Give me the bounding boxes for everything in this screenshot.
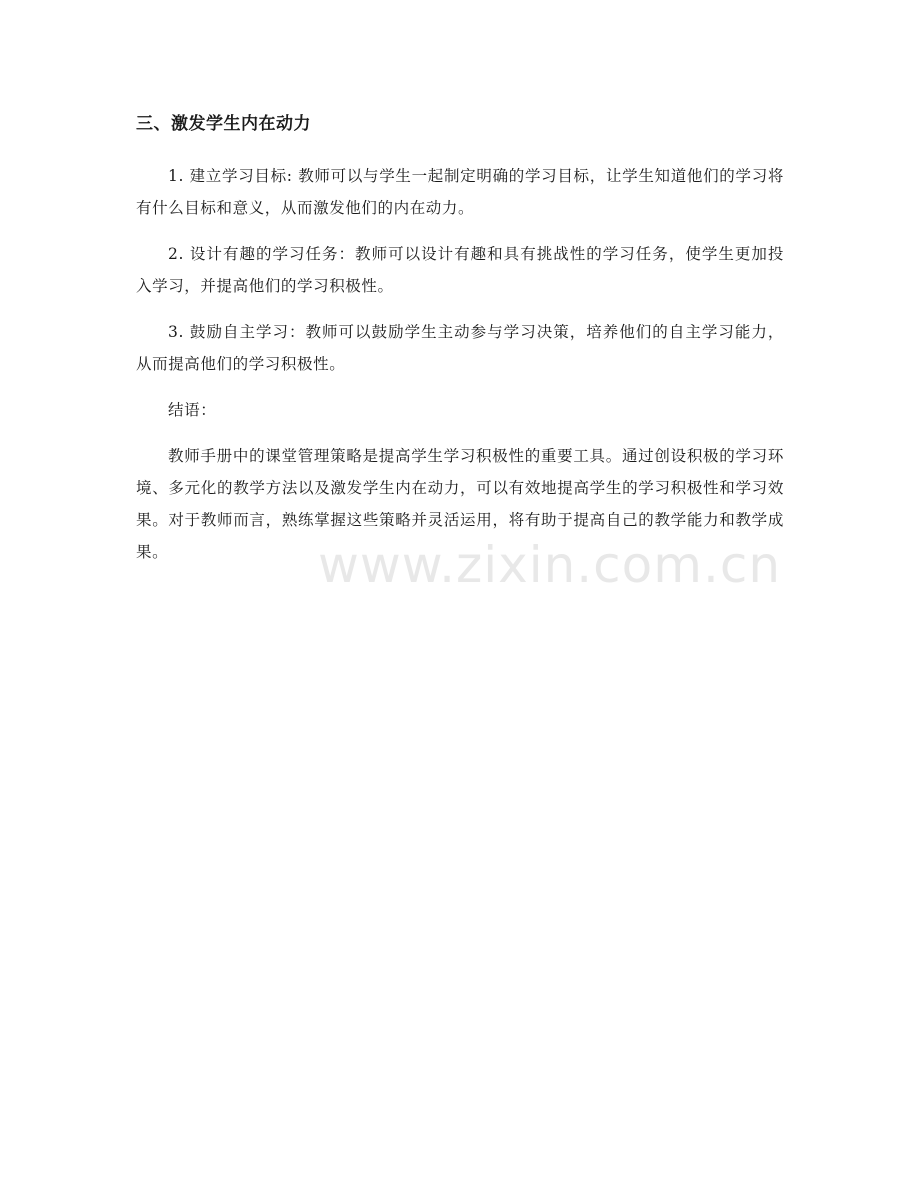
section-heading: 三、激发学生内在动力 — [136, 114, 311, 134]
conclusion-label: 结语： — [168, 401, 217, 419]
paragraph-tasks: 2. 设计有趣的学习任务：教师可以设计有趣和具有挑战性的学习任务，使学生更加投入学习，并提高他们的学习积极性。 — [136, 245, 784, 295]
document-content — [136, 108, 784, 582]
paragraph-autonomy: 3. 鼓励自主学习：教师可以鼓励学生主动参与学习决策，培养他们的自主学习能力，从而提高他们的学习积极性。 — [136, 323, 784, 373]
paragraph-goal: 1. 建立学习目标: 教师可以与学生一起制定明确的学习目标，让学生知道他们的学习将有什么目标和意义，从而激发他们的内在动力。 — [136, 167, 784, 217]
paragraph-conclusion: 教师手册中的课堂管理策略是提高学生学习积极性的重要工具。通过创设积极的学习环境、多元化的教学方法以及激发学生内在动力，可以有效地提高学生的学习积极性和学习效果。对于教师而言，熟练掌握这些策略并灵活运用，将有助于提高自己的教学能力和教学成果。 — [136, 447, 784, 561]
watermark: www.zixin.com.cn — [318, 536, 782, 594]
